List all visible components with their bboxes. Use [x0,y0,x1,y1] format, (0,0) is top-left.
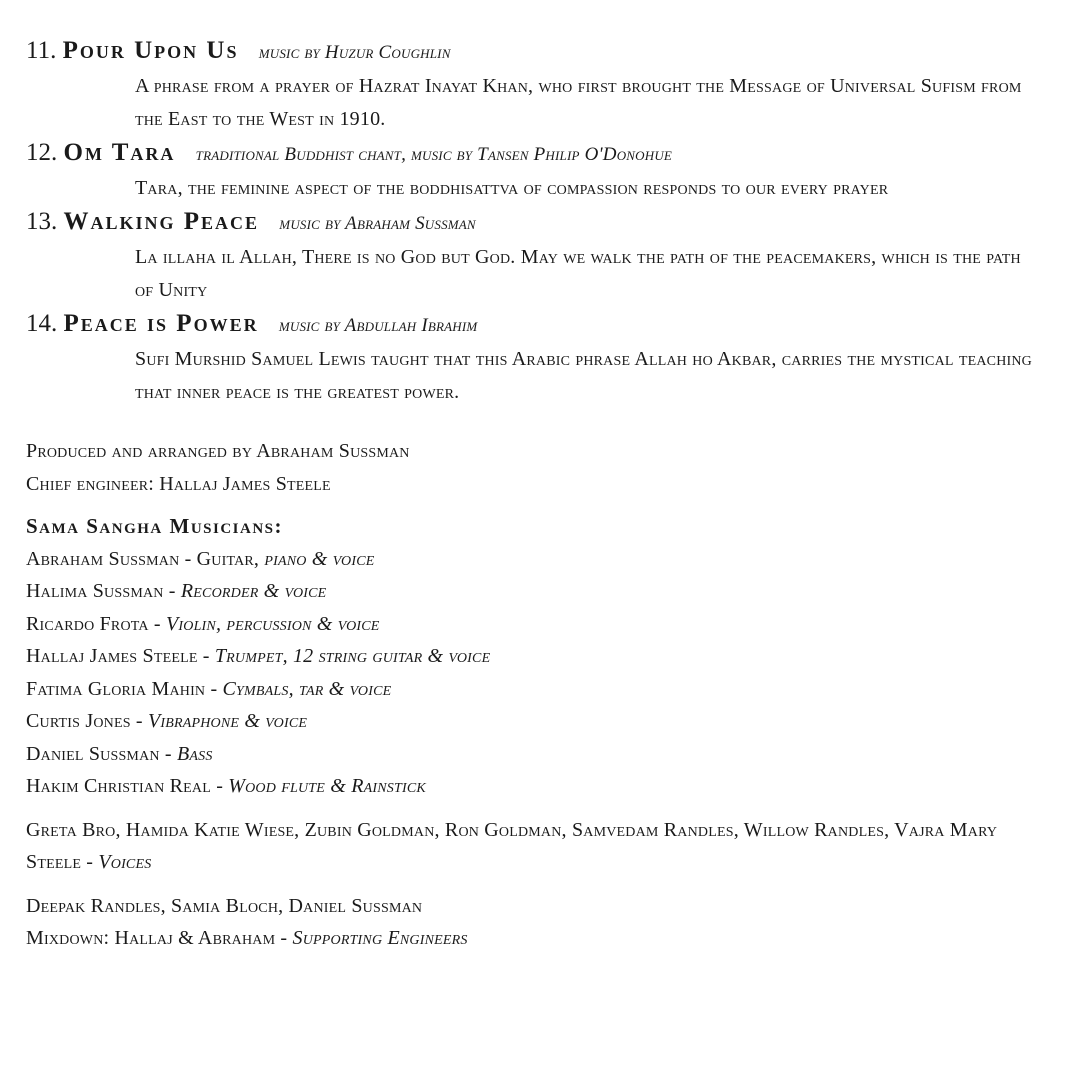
musician-role: piano & voice [264,547,375,570]
track-description: Sufi Murshid Samuel Lewis taught that this Arabic phrase Allah ho Akbar, carries the mystical teaching that inner peace is the greatest power. [135,348,1032,403]
chief-engineer-credit: Chief engineer: Hallaj James Steele [26,472,331,495]
musician-name: Hallaj James Steele - [26,645,215,667]
musician-role: Recorder & voice [180,580,327,602]
track-number: 14. [26,310,58,337]
musician-entry [26,770,1056,803]
track-number: 12. [26,139,58,166]
track-title: Pour Upon Us [62,37,239,64]
track-description: A phrase from a prayer of Hazrat Inayat Khan, who first brought the Message of Universal Sufism from the East to the West in 1910. [135,75,1022,130]
musician-role: Violin, percussion & voice [165,612,380,635]
track-credit: music by Abraham Sussman [279,213,476,234]
musician-role: Bass [176,742,213,765]
track-number: 13. [26,208,58,235]
musician-name: Curtis Jones - [26,710,148,732]
track-11 [26,34,1056,136]
track-title: Walking Peace [63,208,260,235]
track-description: Tara, the feminine aspect of the boddhisattva of compassion responds to our every prayer [135,177,889,199]
supporting-engineers-role: Supporting Engineers [292,927,468,949]
track-title: Om Tara [63,139,176,166]
track-number: 11. [26,37,57,64]
track-description: La illaha il Allah, There is no God but God. May we walk the path of the peacemakers, which is the path of Unity [135,246,1021,301]
track-heading [26,34,1056,70]
musician-name: Hakim Christian Real - [26,775,229,797]
liner-notes-page [26,34,1056,955]
musician-entry [26,608,1056,641]
track-13 [26,205,1056,307]
musician-entry [26,575,1056,608]
voices-names: Greta Bro, Hamida Katie Wiese, Zubin Goldman, Ron Goldman, Samvedam Randles, Willow Randles, Vajra Mary Steele - [26,818,998,873]
musician-name: Fatima Gloria Mahin - [26,677,223,700]
track-heading [26,136,1056,172]
track-credit: music by Huzur Coughlin [258,42,451,63]
musician-entry [26,705,1056,738]
track-heading [26,307,1056,343]
musician-name: Ricardo Frota - [26,612,166,635]
mixdown-credit [26,922,1056,955]
track-credit: traditional Buddhist chant, music by Tansen Philip O'Donohue [195,144,673,165]
musician-name: Daniel Sussman - [26,742,177,765]
musicians-heading: Sama Sangha Musicians: [26,514,284,538]
musician-role: Wood flute & Rainstick [228,775,426,797]
voices-credit [26,814,1016,879]
mixdown-names: Mixdown: Hallaj & Abraham - [26,927,293,949]
musician-name: Abraham Sussman - Guitar, [26,547,265,570]
credits-section [26,435,1056,955]
track-heading [26,205,1056,241]
producer-credit: Produced and arranged by Abraham Sussman [26,440,410,462]
track-title: Peace is Power [63,310,259,337]
musician-name: Halima Sussman - [26,580,181,602]
musician-entry [26,738,1056,771]
musician-entry [26,640,1056,673]
musician-role: Trumpet, 12 string guitar & voice [214,645,491,667]
supporting-engineers-names: Deepak Randles, Samia Bloch, Daniel Sussman [26,894,423,917]
musician-role: Cymbals, tar & voice [222,677,392,700]
track-14 [26,307,1056,409]
musician-entry [26,673,1056,706]
track-credit: music by Abdullah Ibrahim [278,315,478,336]
musician-entry [26,543,1056,576]
track-12 [26,136,1056,205]
musician-role: Vibraphone & voice [147,710,308,732]
voices-role: Voices [98,851,152,873]
